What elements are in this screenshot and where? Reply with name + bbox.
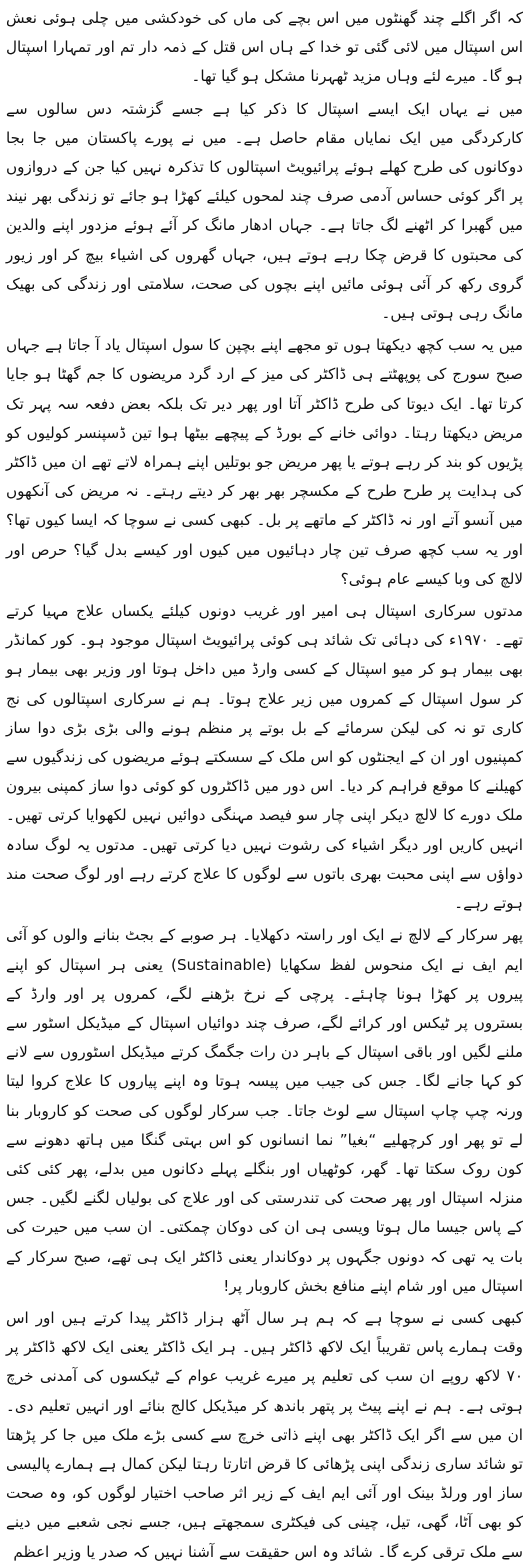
- paragraph-2: میں نے یہاں ایک ایسے اسپتال کا ذکر کیا ہے جسے گزشتہ دس سالوں سے کارکردگی میں ایک نمایاں مقام حاصل ہے۔ میں نے پورے پاکستان میں جا بجا دوکانوں کی طرح کھلے ہوئے پرائیویٹ اسپتالوں کا تذکرہ نہیں کیا جن کے دروازوں پر اگر کوئی حساس آدمی صرف چند لمحوں کیلئے کھڑا ہو جائے تو زندگی بھر نیند میں گھبرا کر اٹھنے لگ جاتا ہے۔ جہاں ادھار مانگ کر آئے ہوئے مزدور اپنے والدین کی محبتوں کا قرض چکا رہے ہوتے ہیں، جہاں گھروں کی اشیاء بیچ کر اور زیور گروی رکھ کر آئی ہوئی مائیں اپنے بچوں کی صحت، سلامتی اور زندگی کی بھیک مانگ رہی ہوتی ہیں۔: [6, 99, 523, 323]
- paragraph-6: کبھی کسی نے سوچا ہے کہ ہم ہر سال آٹھ ہزار ڈاکٹر پیدا کرتے ہیں اور اس وقت ہمارے پاس تقریباً ایک لاکھ ڈاکٹر ہیں۔ ہر ایک ڈاکٹر یعنی ایک لاکھ ڈاکٹر پر ۷۰ لاکھ روپے ان سب کی تعلیم پر میرے غریب عوام کے ٹیکسوں کی آمدنی خرچ ہوتی ہے۔ ہم نے اپنے پیٹ پر پتھر باندھ کر میڈیکل کالج بنائے اور انہیں تعلیم دی۔ ان میں سے اگر ایک ڈاکٹر بھی اپنے ذاتی خرچ سے کسی بڑے ملک میں جا کر پڑھتا تو شائد ساری زندگی اپنی پڑھائی کا قرض اتارتا رہتا لیکن کمال ہے ہمارے پالیسی ساز اور ورلڈ بینک اور آئی ایم ایف کے زیر اثر صاحب اختیار لوگوں کو، وہ صحت کو بھی آٹا، گھی، تیل، چینی کی فیکٹری سمجھتے ہیں، جسے نجی شعبے میں دینے سے ملک ترقی کرے گا۔ شائد وہ اس حقیقت سے آشنا نہیں کہ صدر یا وزیر اعظم: [6, 1308, 523, 1561]
- paragraph-3: میں یہ سب کچھ دیکھتا ہوں تو مجھے اپنے بچپن کا سول اسپتال یاد آ جاتا ہے جہاں صبح سورج کی پوپھٹتے ہی ڈاکٹر کی میز کے ارد گرد مریضوں کا جم گھٹا ہو جایا کرتا تھا۔ ایک دیوتا کی طرح ڈاکٹر آتا اور پھر دیر تک بلکہ بعض دفعہ سہ پہر تک مریض دیکھتا رہتا۔ دوائی خانے کے بورڈ کے پیچھے بیٹھا ہوا تین ڈسپنسر کولیوں کو پڑیوں کو بند کر رہے ہوتے یا پھر مریض جو بوتلیں اپنے ہمراہ لاتے تھے ان میں ڈاکٹر کی ہدایت پر طرح طرح کے مکسچر بھر بھر کر دیتے رہتے۔ نہ مریض کی آنکھوں میں آنسو آتے اور نہ ڈاکٹر کے ماتھے پر بل۔ کبھی کسی نے سوچا کہ ایسا کیوں تھا؟ اور یہ سب کچھ صرف تین چار دہائیوں میں کیوں اور کیسے بدل گیا؟ حرص اور لالچ کی وبا کیسے عام ہوئی؟: [6, 336, 523, 588]
- paragraph-5: پھر سرکار کے لالچ نے ایک اور راستہ دکھلایا۔ ہر صوبے کے بجٹ بنانے والوں کو آئی ایم ایف نے ایک منحوس لفظ سکھایا (Sustainable) یعنی ہر اسپتال کو اپنے پیروں پر کھڑا ہونا چاہئے۔ پرچی کے نرخ بڑھنے لگے، کمروں پر اور وارڈ کے بستروں پر ٹیکس اور کرائے لگے، صرف چند دوائیاں اسپتال کے میڈیکل اسٹور سے ملنے لگیں اور باقی اسپتال کے باہر دن رات جگمگ کرتے میڈیکل اسٹوروں سے لانے کو کہا جانے لگا۔ جس کی جیب میں پیسہ ہوتا وہ اپنے پیاروں کا علاج کروا لیتا ورنہ چپ چاپ اسپتال سے لوٹ جاتا۔ جب سرکار لوگوں کی صحت کو کاروبار بنا لے تو پھر اور کرچھلیے “بغیا” نما انسانوں کو اس بہتی گنگا میں ہاتھ دھونے سے کون روک سکتا تھا۔ گھر، کوٹھیاں اور بنگلے پہلے دکانوں میں بدلے، پھر کئی کئی منزلہ اسپتال اور پھر صحت کی تندرستی کی اور علاج کی بولیاں لگنے لگیں۔ جس کے پاس جیسا مال ہوتا ویسی ہی ان کی دوکان چمکتی۔ ان سب میں حیرت کی بات یہ تھی کہ دونوں جگہوں پر دوکاندار یعنی ڈاکٹر ایک ہی تھے، صبح سرکار کے اسپتال میں اور شام اپنے منافع بخش کاروبار پر!: [6, 926, 523, 1295]
- paragraph-4: مدتوں سرکاری اسپتال ہی امیر اور غریب دونوں کیلئے یکساں علاج مہیا کرتے تھے۔ ۱۹۷۰ء کی دہائی تک شائد ہی کوئی پرائیویٹ اسپتال موجود ہو۔ کور کمانڈر بھی بیمار ہو کر میو اسپتال کے کسی وارڈ میں داخل ہوتا اور وزیر بھی بیمار ہو کر سول اسپتال کے کمروں میں زیر علاج ہوتا۔ ہم نے سرکاری اسپتالوں کی نج کاری تو نہ کی لیکن سرمائے کے بل بوتے پر منظم ہونے والی بڑی بڑی دوا ساز کمپنیوں اور ان کے ایجنٹوں کو اس ملک کے سسکتے ہوئے مریضوں کی زندگیوں سے کھیلنے کا موقع فراہم کر دیا۔ اس دور میں ڈاکٹروں کو کوئی دوا ساز کمپنی بیرون ملک دورے کا لالچ دیکر اپنی چار سو فیصد مہنگی دوائیں نہیں لکھوایا کرتی تھیں۔ انہیں کاریں اور دیگر اشیاء کی رشوت نہیں دیا کرتی تھیں۔ مدتوں یہ لوگ سادہ دواؤں سے اپنی محبت بھری باتوں سے لوگوں کا علاج کرتے رہے اور لوگ صحت مند ہوتے رہے۔: [6, 602, 523, 913]
- paragraph-1: کہ اگر اگلے چند گھنٹوں میں اس بچے کی ماں کی خودکشی میں چلی ہوئی نعش اس اسپتال میں لائی گئی تو خدا کے ہاں اس قتل کے ذمہ دار تم اور تمہارا اسپتال ہو گا۔ میرے لئے وہاں مزید ٹھہرنا مشکل ہو گیا تھا۔: [6, 9, 523, 86]
